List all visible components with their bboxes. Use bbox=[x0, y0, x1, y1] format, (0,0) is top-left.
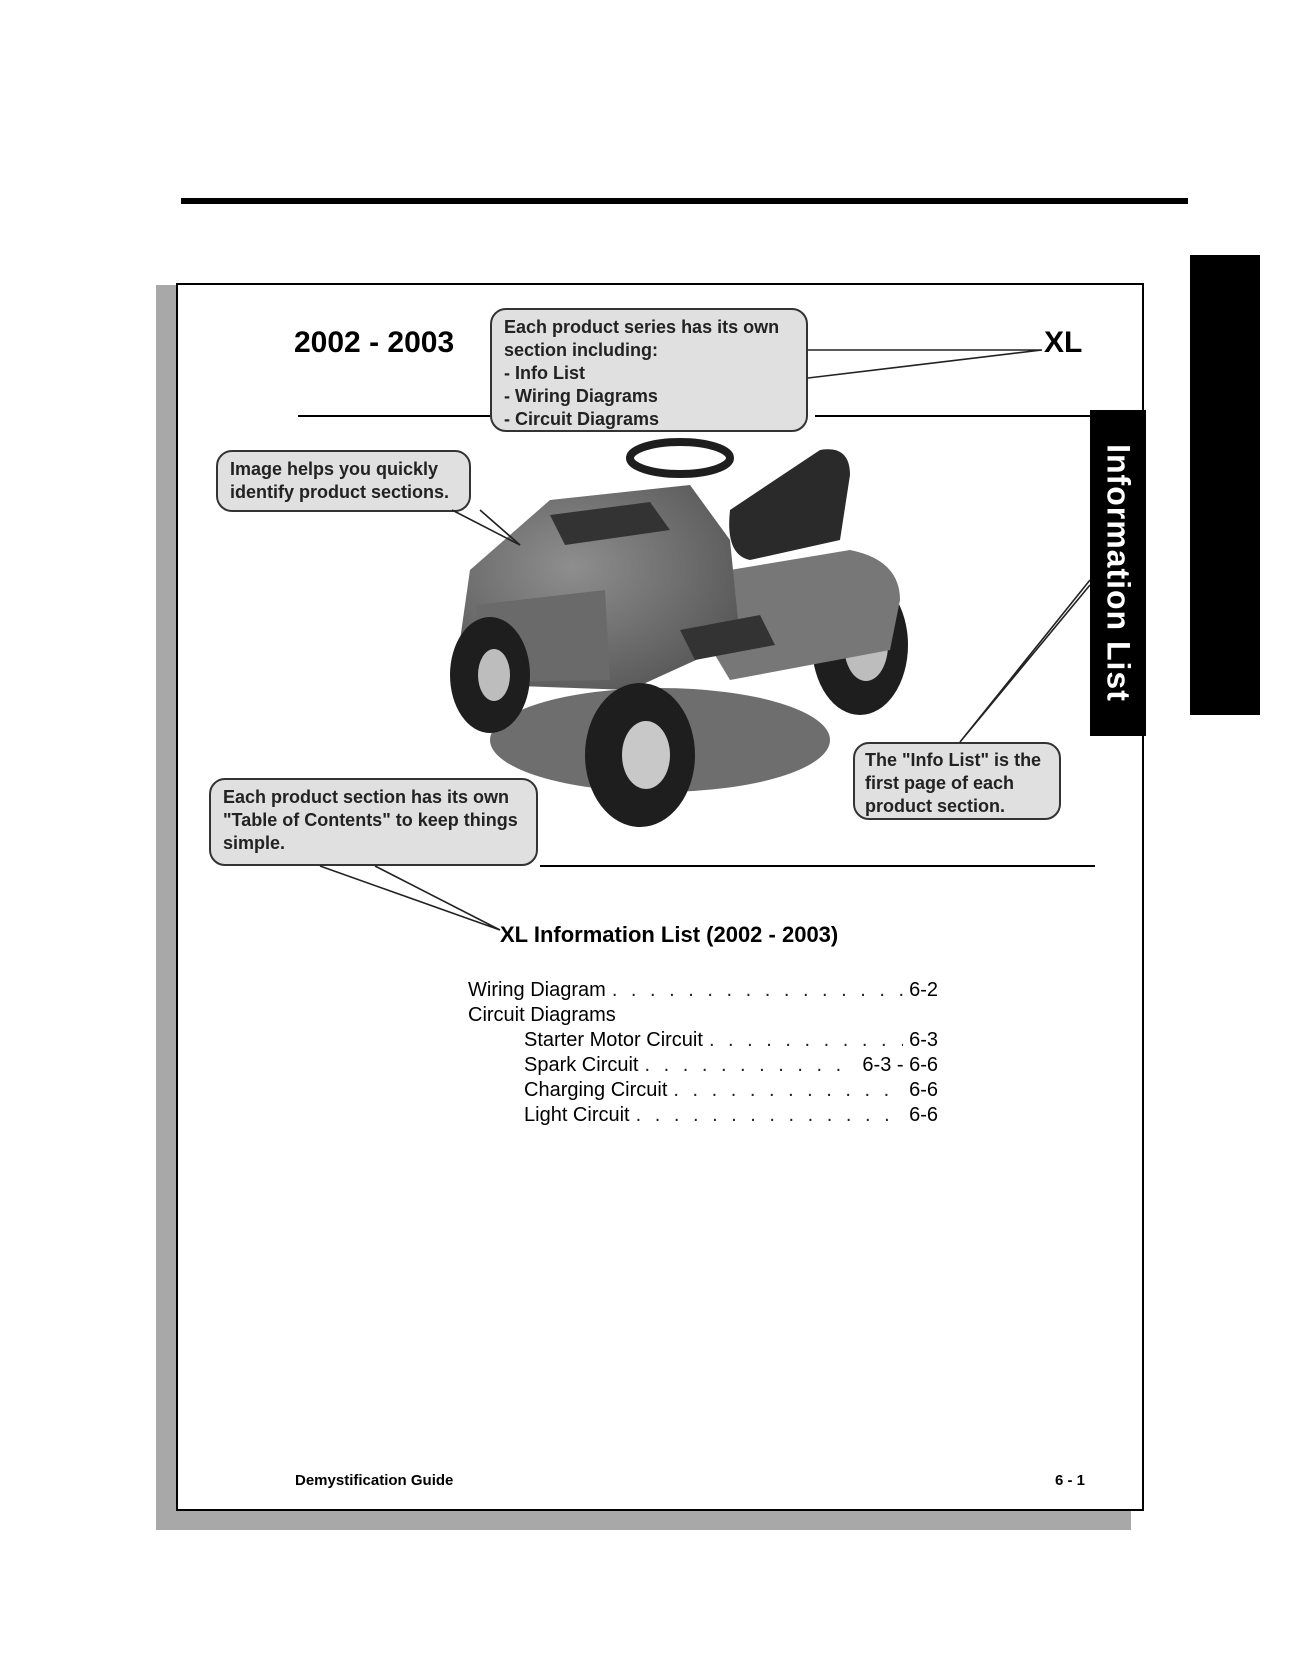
info-list-title: XL Information List (2002 - 2003) bbox=[500, 922, 839, 947]
information-list-tab bbox=[1090, 410, 1146, 736]
header-rule-right bbox=[815, 415, 1095, 417]
callout-info-list-line: first page of each bbox=[865, 773, 1015, 793]
footer-page-number: 6 - 1 bbox=[1055, 1472, 1086, 1489]
table-of-contents bbox=[468, 978, 938, 1128]
footer-guide-title: Demystification Guide bbox=[295, 1472, 454, 1489]
callout-toc bbox=[209, 778, 538, 866]
callout-info-list bbox=[853, 742, 1061, 820]
callout-toc-line: "Table of Contents" to keep things bbox=[223, 810, 518, 830]
toc-row-charging bbox=[468, 1078, 938, 1103]
toc-label: Wiring Diagram bbox=[468, 979, 606, 1001]
callout-series-line: section including: bbox=[504, 340, 659, 360]
callout-series-line: - Circuit Diagrams bbox=[504, 409, 660, 429]
toc-label: Circuit Diagrams bbox=[468, 1004, 616, 1026]
callout-info-list-line: product section. bbox=[865, 796, 1006, 816]
callout-info-list-line: The "Info List" is the bbox=[865, 750, 1042, 770]
callout-toc-line: Each product section has its own bbox=[223, 787, 510, 807]
information-list-tab-label: Information List bbox=[1100, 444, 1137, 702]
callout-toc-line: simple. bbox=[223, 833, 286, 853]
toc-row-light bbox=[468, 1103, 938, 1128]
steering-wheel bbox=[630, 442, 730, 474]
toc-page: 6-2 bbox=[909, 979, 938, 1001]
callout-image-line: Image helps you quickly bbox=[230, 459, 439, 479]
toc-page: 6-3 - 6-6 bbox=[862, 1054, 938, 1076]
callout-image-line: identify product sections. bbox=[230, 482, 450, 502]
image-bottom-rule bbox=[540, 865, 1095, 867]
header-rule-left bbox=[298, 415, 496, 417]
toc-label: Starter Motor Circuit bbox=[524, 1029, 703, 1051]
top-rule bbox=[181, 198, 1188, 204]
toc-row-circuit-diagrams bbox=[468, 1003, 938, 1028]
section-edge-tab bbox=[1190, 255, 1260, 715]
callout-series-line: - Info List bbox=[504, 363, 585, 383]
model-heading: XL bbox=[1044, 326, 1083, 359]
toc-page: 6-3 bbox=[909, 1029, 938, 1051]
year-range-heading: 2002 - 2003 bbox=[294, 326, 455, 359]
toc-row-starter-motor bbox=[468, 1028, 938, 1053]
seat bbox=[729, 449, 850, 560]
callout-series-line: - Wiring Diagrams bbox=[504, 386, 658, 406]
toc-page: 6-6 bbox=[909, 1104, 938, 1126]
callout-series bbox=[490, 308, 808, 432]
toc-label: Light Circuit bbox=[524, 1104, 630, 1126]
toc-label: Charging Circuit bbox=[524, 1079, 668, 1101]
callout-image bbox=[216, 450, 471, 512]
toc-label: Spark Circuit bbox=[524, 1054, 639, 1076]
toc-page: 6-6 bbox=[909, 1079, 938, 1101]
toc-row-wiring-diagram bbox=[468, 978, 938, 1003]
callout-series-line: Each product series has its own bbox=[504, 317, 780, 337]
toc-row-spark bbox=[468, 1053, 938, 1078]
